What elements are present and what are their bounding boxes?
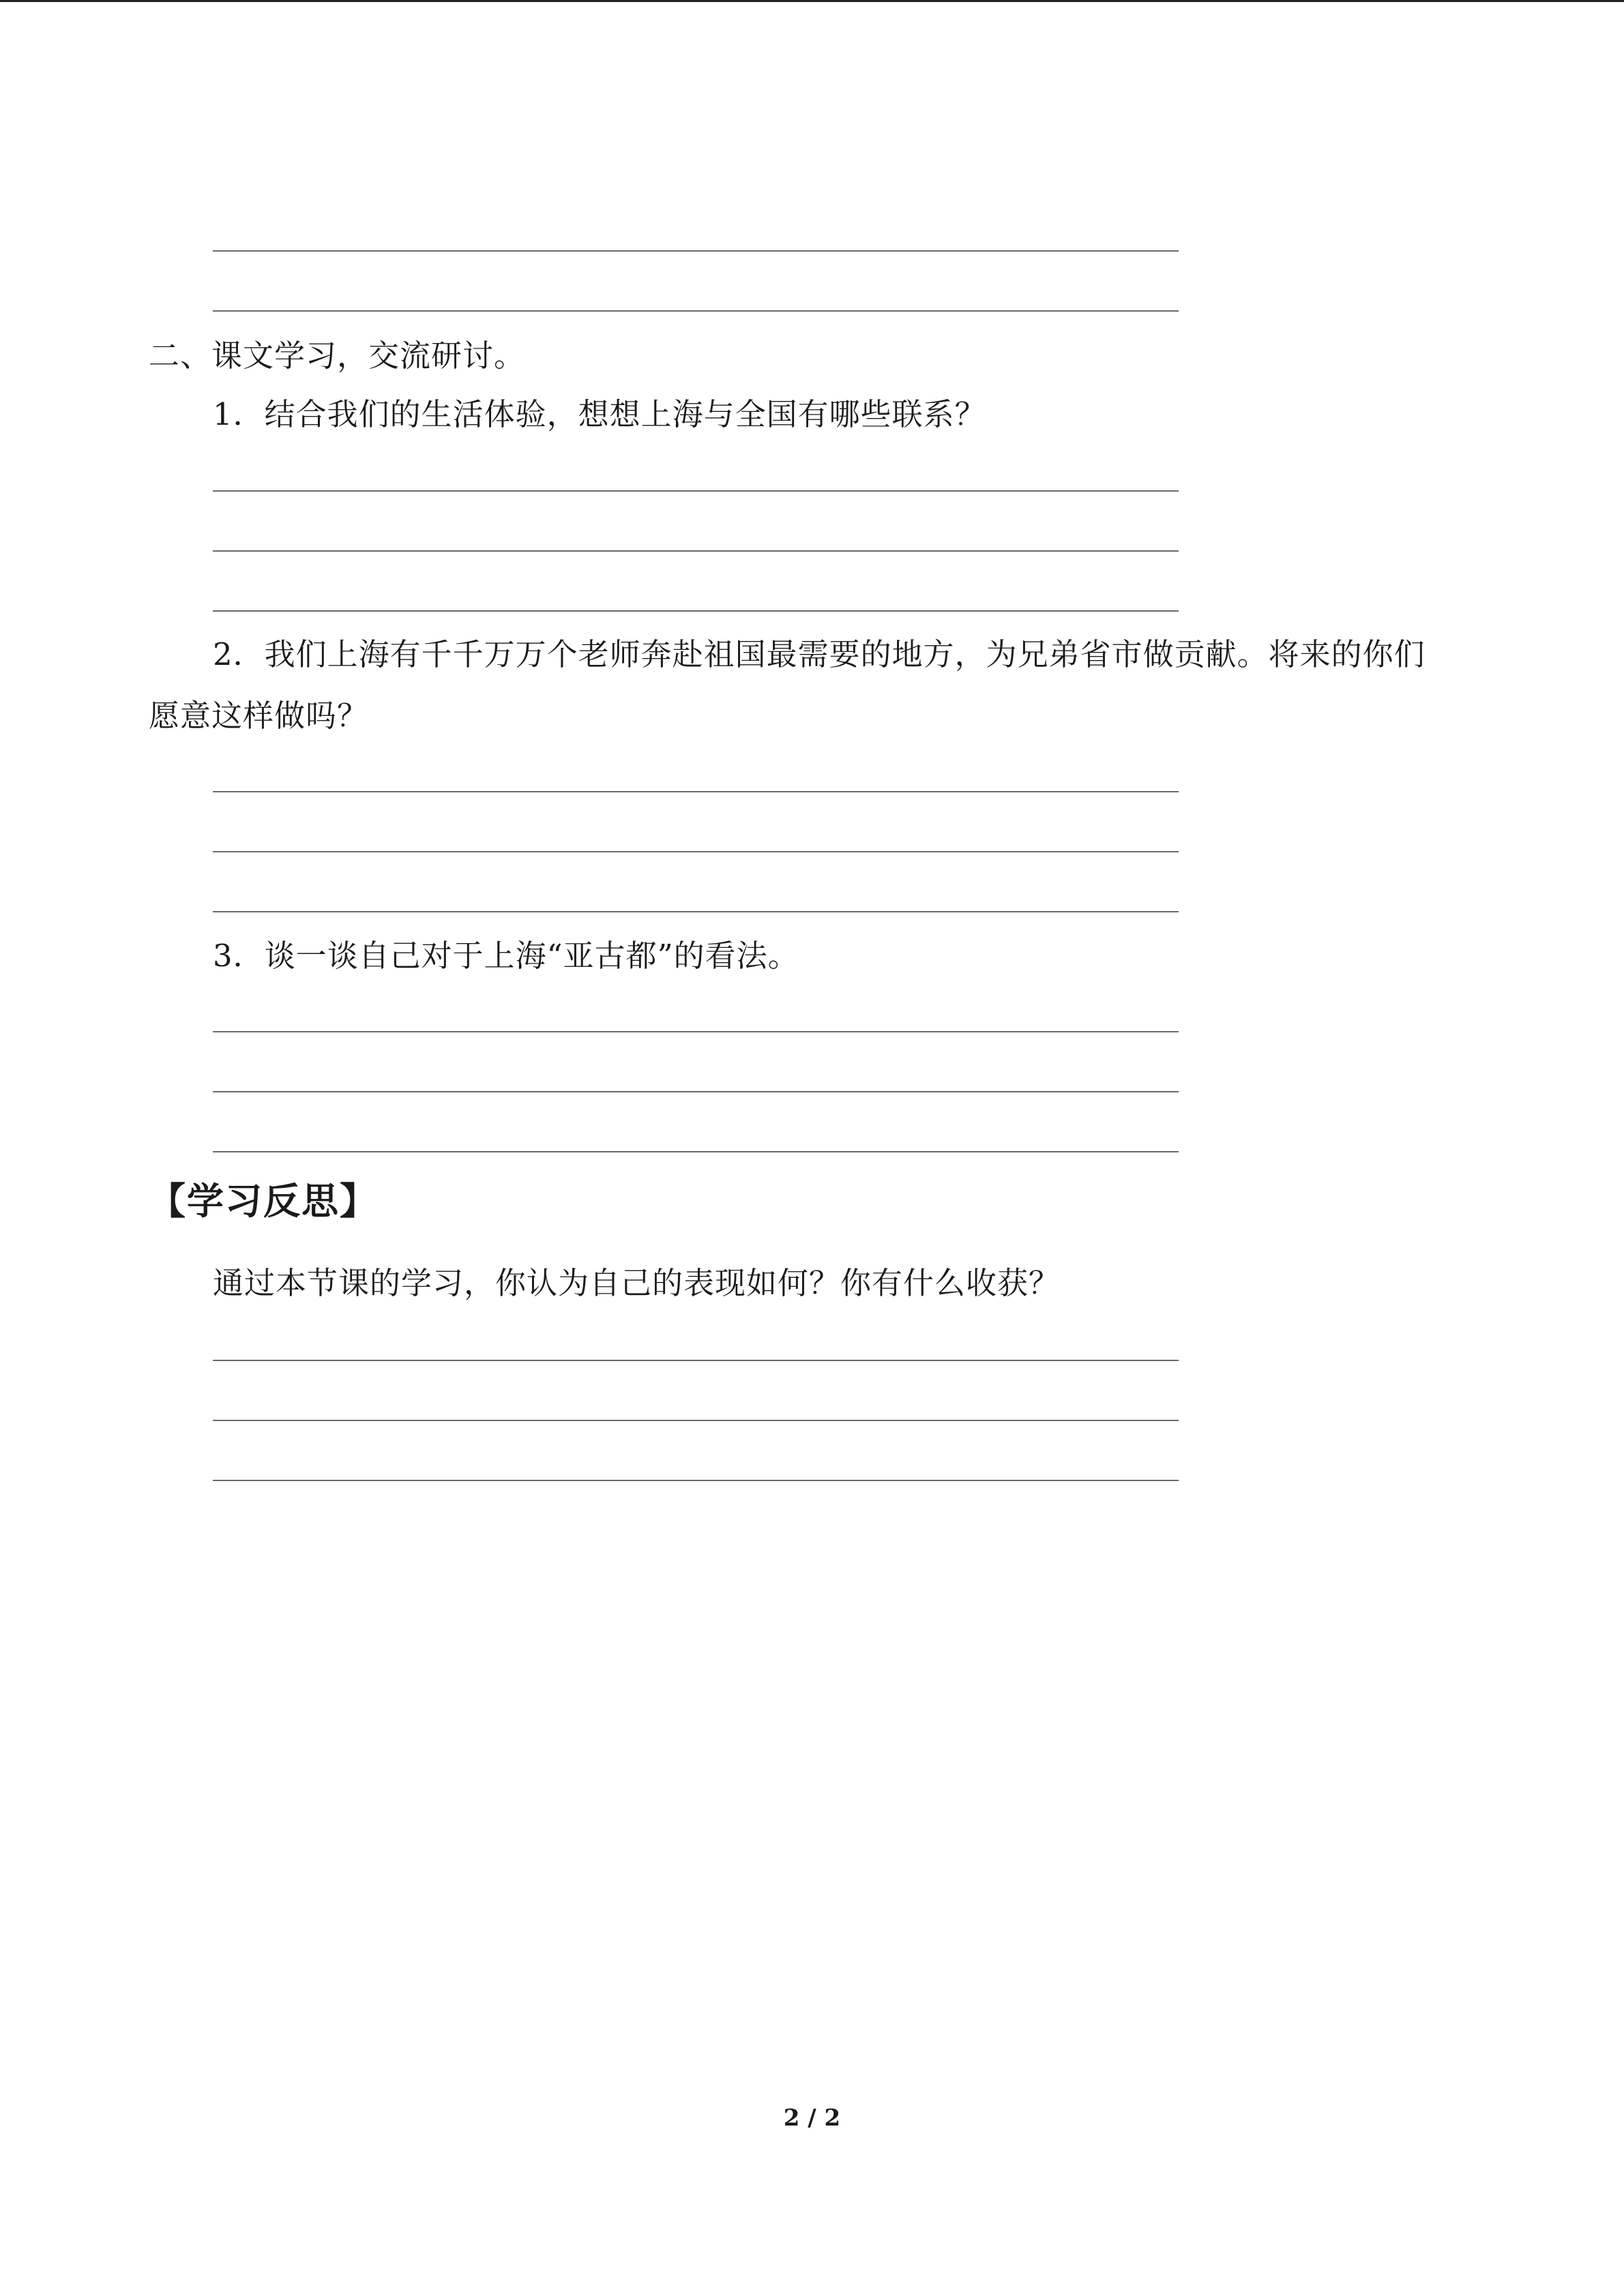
reflection-heading: 【学习反思】 — [149, 1180, 378, 1223]
answer-line[interactable] — [213, 1360, 1179, 1361]
reflection-prompt: 通过本节课的学习，你认为自己的表现如何？你有什么收获？ — [213, 1265, 1061, 1301]
question-2-line-1: 2．我们上海有千千万万个老师奔赴祖国最需要的地方，为兄弟省市做贡献。将来的你们 — [213, 636, 1426, 672]
answer-line[interactable] — [213, 1420, 1179, 1421]
answer-line[interactable] — [213, 791, 1179, 792]
answer-line[interactable] — [213, 851, 1179, 852]
answer-line[interactable] — [213, 1480, 1179, 1481]
answer-line[interactable] — [213, 1151, 1179, 1152]
question-2-line-2: 愿意这样做吗？ — [149, 698, 369, 734]
answer-line[interactable] — [213, 610, 1179, 612]
answer-line[interactable] — [213, 911, 1179, 912]
question-1: 1．结合我们的生活体验，想想上海与全国有哪些联系？ — [213, 396, 986, 432]
question-3: 3．谈一谈自己对于上海“亚古都”的看法。 — [213, 938, 799, 974]
answer-line[interactable] — [213, 1031, 1179, 1032]
page-top-border — [0, 0, 1624, 2]
answer-line[interactable] — [213, 490, 1179, 492]
page-number: 2 / 2 — [783, 2104, 841, 2132]
answer-line[interactable] — [213, 1091, 1179, 1092]
section-two-title: 二、课文学习，交流研讨。 — [149, 338, 526, 374]
answer-line[interactable] — [213, 550, 1179, 552]
answer-line[interactable] — [213, 310, 1179, 312]
answer-line[interactable] — [213, 250, 1179, 252]
